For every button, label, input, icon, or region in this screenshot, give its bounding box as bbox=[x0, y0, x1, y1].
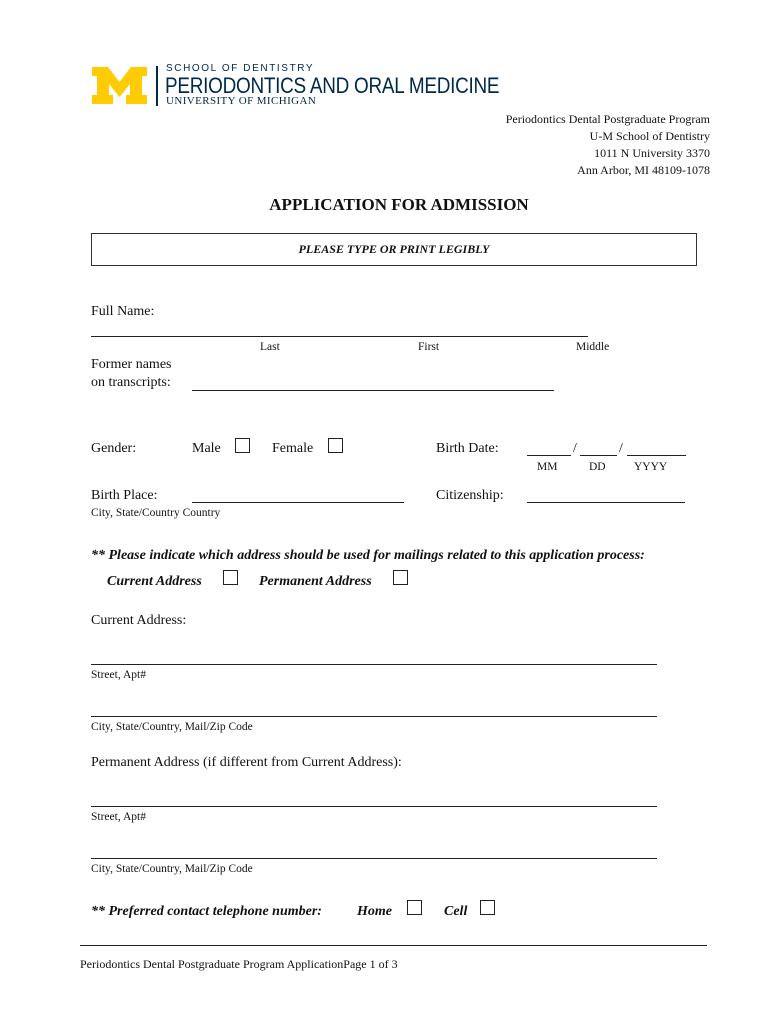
logo-school-line: SCHOOL OF DENTISTRY bbox=[166, 63, 315, 74]
home-phone-checkbox[interactable] bbox=[407, 900, 422, 915]
month-hint: MM bbox=[537, 461, 558, 473]
form-title: APPLICATION FOR ADMISSION bbox=[269, 195, 529, 214]
logo-divider bbox=[156, 66, 158, 106]
permanent-city-hint: City, State/Country, Mail/Zip Code bbox=[91, 863, 253, 875]
birth-year-field[interactable] bbox=[627, 455, 686, 456]
notice-box bbox=[91, 233, 697, 266]
full-name-label: Full Name: bbox=[91, 304, 155, 319]
last-name-hint: Last bbox=[260, 341, 280, 353]
citizenship-field[interactable] bbox=[527, 502, 685, 503]
birth-place-hint: City, State/Country Country bbox=[91, 507, 221, 519]
birth-place-field[interactable] bbox=[192, 502, 404, 503]
former-names-label: Former names bbox=[91, 357, 172, 372]
date-separator: / bbox=[573, 441, 577, 456]
birth-day-field[interactable] bbox=[580, 455, 617, 456]
current-street-field[interactable] bbox=[91, 664, 657, 665]
birth-date-label: Birth Date: bbox=[436, 441, 499, 456]
permanent-address-option-label: Permanent Address bbox=[259, 574, 372, 589]
notice-text: PLEASE TYPE OR PRINT LEGIBLY bbox=[298, 242, 490, 256]
permanent-street-field[interactable] bbox=[91, 806, 657, 807]
year-hint: YYYY bbox=[634, 461, 668, 473]
current-address-checkbox[interactable] bbox=[223, 570, 238, 585]
middle-name-hint: Middle bbox=[576, 341, 610, 353]
current-city-field[interactable] bbox=[91, 716, 657, 717]
first-name-hint: First bbox=[418, 341, 440, 353]
cell-phone-label: Cell bbox=[444, 904, 468, 919]
permanent-street-hint: Street, Apt# bbox=[91, 811, 146, 823]
home-phone-label: Home bbox=[357, 904, 392, 919]
phone-question: ** Preferred contact telephone number: bbox=[91, 904, 322, 919]
day-hint: DD bbox=[589, 461, 606, 473]
address-line: Periodontics Dental Postgraduate Program bbox=[505, 112, 710, 126]
logo-department-line: PERIODONTICS AND ORAL MEDICINE bbox=[165, 73, 500, 98]
female-checkbox[interactable] bbox=[328, 438, 343, 453]
permanent-address-label: Permanent Address (if different from Current Address): bbox=[91, 755, 402, 770]
current-street-hint: Street, Apt# bbox=[91, 669, 146, 681]
birth-place-label: Birth Place: bbox=[91, 488, 158, 503]
permanent-city-field[interactable] bbox=[91, 858, 657, 859]
page-footer: Periodontics Dental Postgraduate Program ApplicationPage 1 of 3 bbox=[80, 957, 398, 971]
full-name-field[interactable] bbox=[91, 336, 588, 337]
male-label: Male bbox=[192, 441, 221, 456]
citizenship-label: Citizenship: bbox=[436, 488, 504, 503]
current-address-option-label: Current Address bbox=[107, 574, 202, 589]
footer-divider bbox=[80, 945, 707, 946]
logo-university-line: UNIVERSITY OF MICHIGAN bbox=[166, 95, 317, 107]
current-address-label: Current Address: bbox=[91, 613, 187, 628]
address-line: Ann Arbor, MI 48109-1078 bbox=[577, 163, 710, 177]
program-address bbox=[506, 111, 710, 179]
gender-label: Gender: bbox=[91, 441, 137, 456]
female-label: Female bbox=[272, 441, 314, 456]
cell-phone-checkbox[interactable] bbox=[480, 900, 495, 915]
date-separator: / bbox=[619, 441, 623, 456]
permanent-address-checkbox[interactable] bbox=[393, 570, 408, 585]
address-line: 1011 N University 3370 bbox=[594, 146, 710, 160]
address-line: U-M School of Dentistry bbox=[589, 129, 710, 143]
block-m-logo bbox=[92, 67, 147, 104]
male-checkbox[interactable] bbox=[235, 438, 250, 453]
birth-month-field[interactable] bbox=[527, 455, 571, 456]
former-names-label-2: on transcripts: bbox=[91, 375, 171, 390]
mailing-question: ** Please indicate which address should be used for mailings related to this application process: bbox=[91, 548, 645, 563]
former-names-field[interactable] bbox=[192, 390, 554, 391]
current-city-hint: City, State/Country, Mail/Zip Code bbox=[91, 721, 253, 733]
